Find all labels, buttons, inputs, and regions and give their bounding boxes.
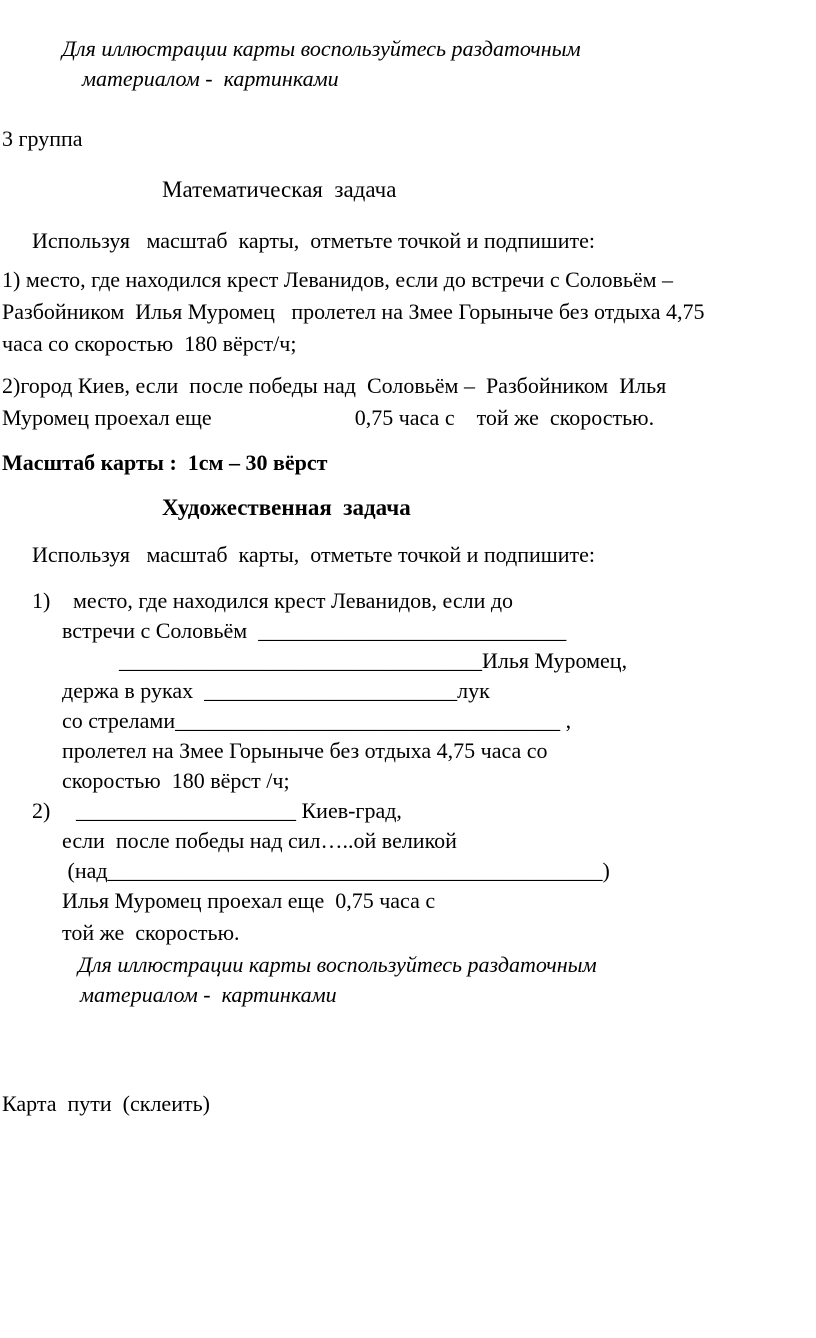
art-item1-line7: скоростью 180 вёрст /ч; xyxy=(62,768,290,793)
art-item2-line2: если после победы над сил…..ой великой xyxy=(62,828,457,853)
art-item2-line3: (над_____________________________________________) xyxy=(62,858,610,883)
math-item1-line3: часа со скоростью 180 вёрст/ч; xyxy=(2,331,297,356)
art-item2-line4: Илья Муромец проехал еще 0,75 часа с xyxy=(62,888,436,913)
header-note-line2: материалом - картинками xyxy=(82,66,339,91)
art-item1-line3: _________________________________Илья Муромец, xyxy=(119,648,628,673)
art-item2-marker: 2) xyxy=(32,798,51,823)
art-item2-line5: той же скоростью. xyxy=(62,920,240,945)
math-task-instruction: Используя масштаб карты, отметьте точкой и подпишите: xyxy=(32,228,595,253)
art-item1-line2: встречи с Соловьём ____________________________ xyxy=(62,618,567,643)
header-note-line1: Для иллюстрации карты воспользуйтесь раздаточным xyxy=(62,36,581,61)
art-item1-line6: пролетел на Змее Горыныче без отдыха 4,75 часа со xyxy=(62,738,548,763)
art-item1-line5: со стрелами___________________________________ , xyxy=(62,708,572,733)
math-item1-line1: 1) место, где находился крест Леванидов, если до встречи с Соловьём – xyxy=(2,267,674,292)
art-item1-marker: 1) xyxy=(32,588,51,613)
art-task-title: Художественная задача xyxy=(162,495,411,520)
scale-note: Масштаб карты : 1см – 30 вёрст xyxy=(2,450,328,475)
math-task-title: Математическая задача xyxy=(162,177,397,202)
art-task-instruction: Используя масштаб карты, отметьте точкой и подпишите: xyxy=(32,542,595,567)
art-item1-line1: место, где находился крест Леванидов, если до xyxy=(62,588,514,613)
art-item2-line1: ____________________ Киев-град, xyxy=(76,798,402,823)
math-item1-line2: Разбойником Илья Муромец пролетел на Змее Горыныче без отдыха 4,75 xyxy=(2,299,705,324)
footer-note-line2: материалом - картинками xyxy=(80,982,337,1007)
map-label: Карта пути (склеить) xyxy=(2,1091,210,1116)
math-item2-line1: 2)город Киев, если после победы над Соловьём – Разбойником Илья xyxy=(2,373,667,398)
math-item2-line2: Муромец проехал еще 0,75 часа с той же скоростью. xyxy=(2,405,655,430)
art-item1-line4: держа в руках _______________________лук xyxy=(62,678,490,703)
group-label: 3 группа xyxy=(2,126,83,151)
footer-note-line1: Для иллюстрации карты воспользуйтесь раздаточным xyxy=(78,952,597,977)
